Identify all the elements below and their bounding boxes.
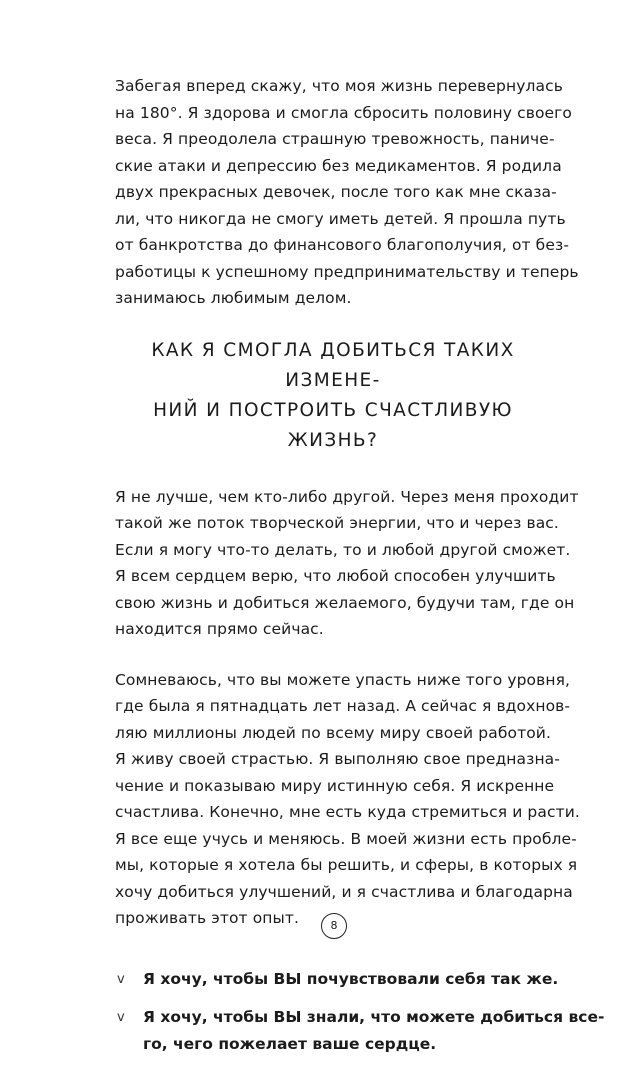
text-line: Я не лучше, чем кто-либо другой. Через меня проходит — [115, 487, 579, 506]
text-line: от банкротства до финансового благополучия, от без- — [115, 236, 570, 254]
text-line: двух прекрасных девочек, после того как мне сказа- — [115, 183, 557, 201]
text-line: ские атаки и депрессию без медикаментов. Я родила — [115, 156, 562, 175]
text-line: проживать этот опыт. — [115, 909, 300, 927]
checkmark-icon: v — [117, 1010, 125, 1025]
checkmark-icon: v — [117, 971, 125, 987]
text-line: хочу добиться улучшений, и я счастлива и благодарна — [115, 882, 573, 901]
text-line: где была я пятнадцать лет назад. А сейчас я вдохнов- — [115, 697, 571, 715]
paragraph-3 — [115, 667, 580, 932]
bullet-list — [115, 966, 605, 1058]
bullet-item — [115, 1004, 605, 1057]
text-line: мы, которые я хотела бы решить, и сферы, в которых я — [115, 856, 578, 874]
text-line: Забегая вперед скажу, что моя жизнь перевернулась — [115, 77, 563, 95]
paragraph-2 — [115, 484, 579, 643]
text-line: находится прямо сейчас. — [115, 620, 324, 638]
section-heading — [115, 336, 551, 456]
bullet-text-line: Я хочу, чтобы ВЫ знали, что можете добиться все- — [143, 1008, 605, 1026]
text-line: счастлива. Конечно, мне есть куда стремиться и расти. — [115, 803, 580, 821]
text-line: Я все еще учусь и меняюсь. В моей жизни есть пробле- — [115, 829, 577, 848]
bullet-text-line: го, чего пожелает ваше сердце. — [143, 1034, 437, 1053]
text-line: чение и показываю миру истинную себя. Я искренне — [115, 776, 555, 795]
bullet-item — [115, 966, 559, 993]
heading-line: НИЙ И ПОСТРОИТЬ СЧАСТЛИВУЮ ЖИЗНЬ? — [153, 399, 513, 451]
text-line: занимаюсь любимым делом. — [115, 289, 352, 307]
text-line: Я живу своей страстью. Я выполняю свое предназна- — [115, 750, 560, 768]
paragraph-1 — [115, 73, 579, 312]
heading-line: КАК Я СМОГЛА ДОБИТЬСЯ ТАКИХ ИЗМЕНЕ- — [151, 339, 515, 391]
text-line: Сомневаюсь, что вы можете упасть ниже того уровня, — [115, 670, 571, 689]
bullet-text-line: Я хочу, чтобы ВЫ почувствовали себя так же. — [143, 969, 559, 988]
page-number: 8 — [321, 913, 347, 939]
text-line: ляю миллионы людей по всему миру своей работой. — [115, 723, 551, 742]
text-line: такой же поток творческой энергии, что и через вас. — [115, 514, 559, 532]
text-line: Я всем сердцем верю, что любой способен улучшить — [115, 567, 556, 585]
text-line: Если я могу что-то делать, то и любой другой сможет. — [115, 540, 571, 559]
text-line: ли, что никогда не смогу иметь детей. Я прошла путь — [115, 209, 566, 228]
text-line: веса. Я преодолела страшную тревожность, паниче- — [115, 130, 555, 148]
text-line: работицы к успешному предпринимательству и теперь — [115, 262, 579, 281]
text-line: свою жизнь и добиться желаемого, будучи там, где он — [115, 593, 575, 612]
text-line: на 180°. Я здорова и смогла сбросить половину своего — [115, 103, 572, 122]
